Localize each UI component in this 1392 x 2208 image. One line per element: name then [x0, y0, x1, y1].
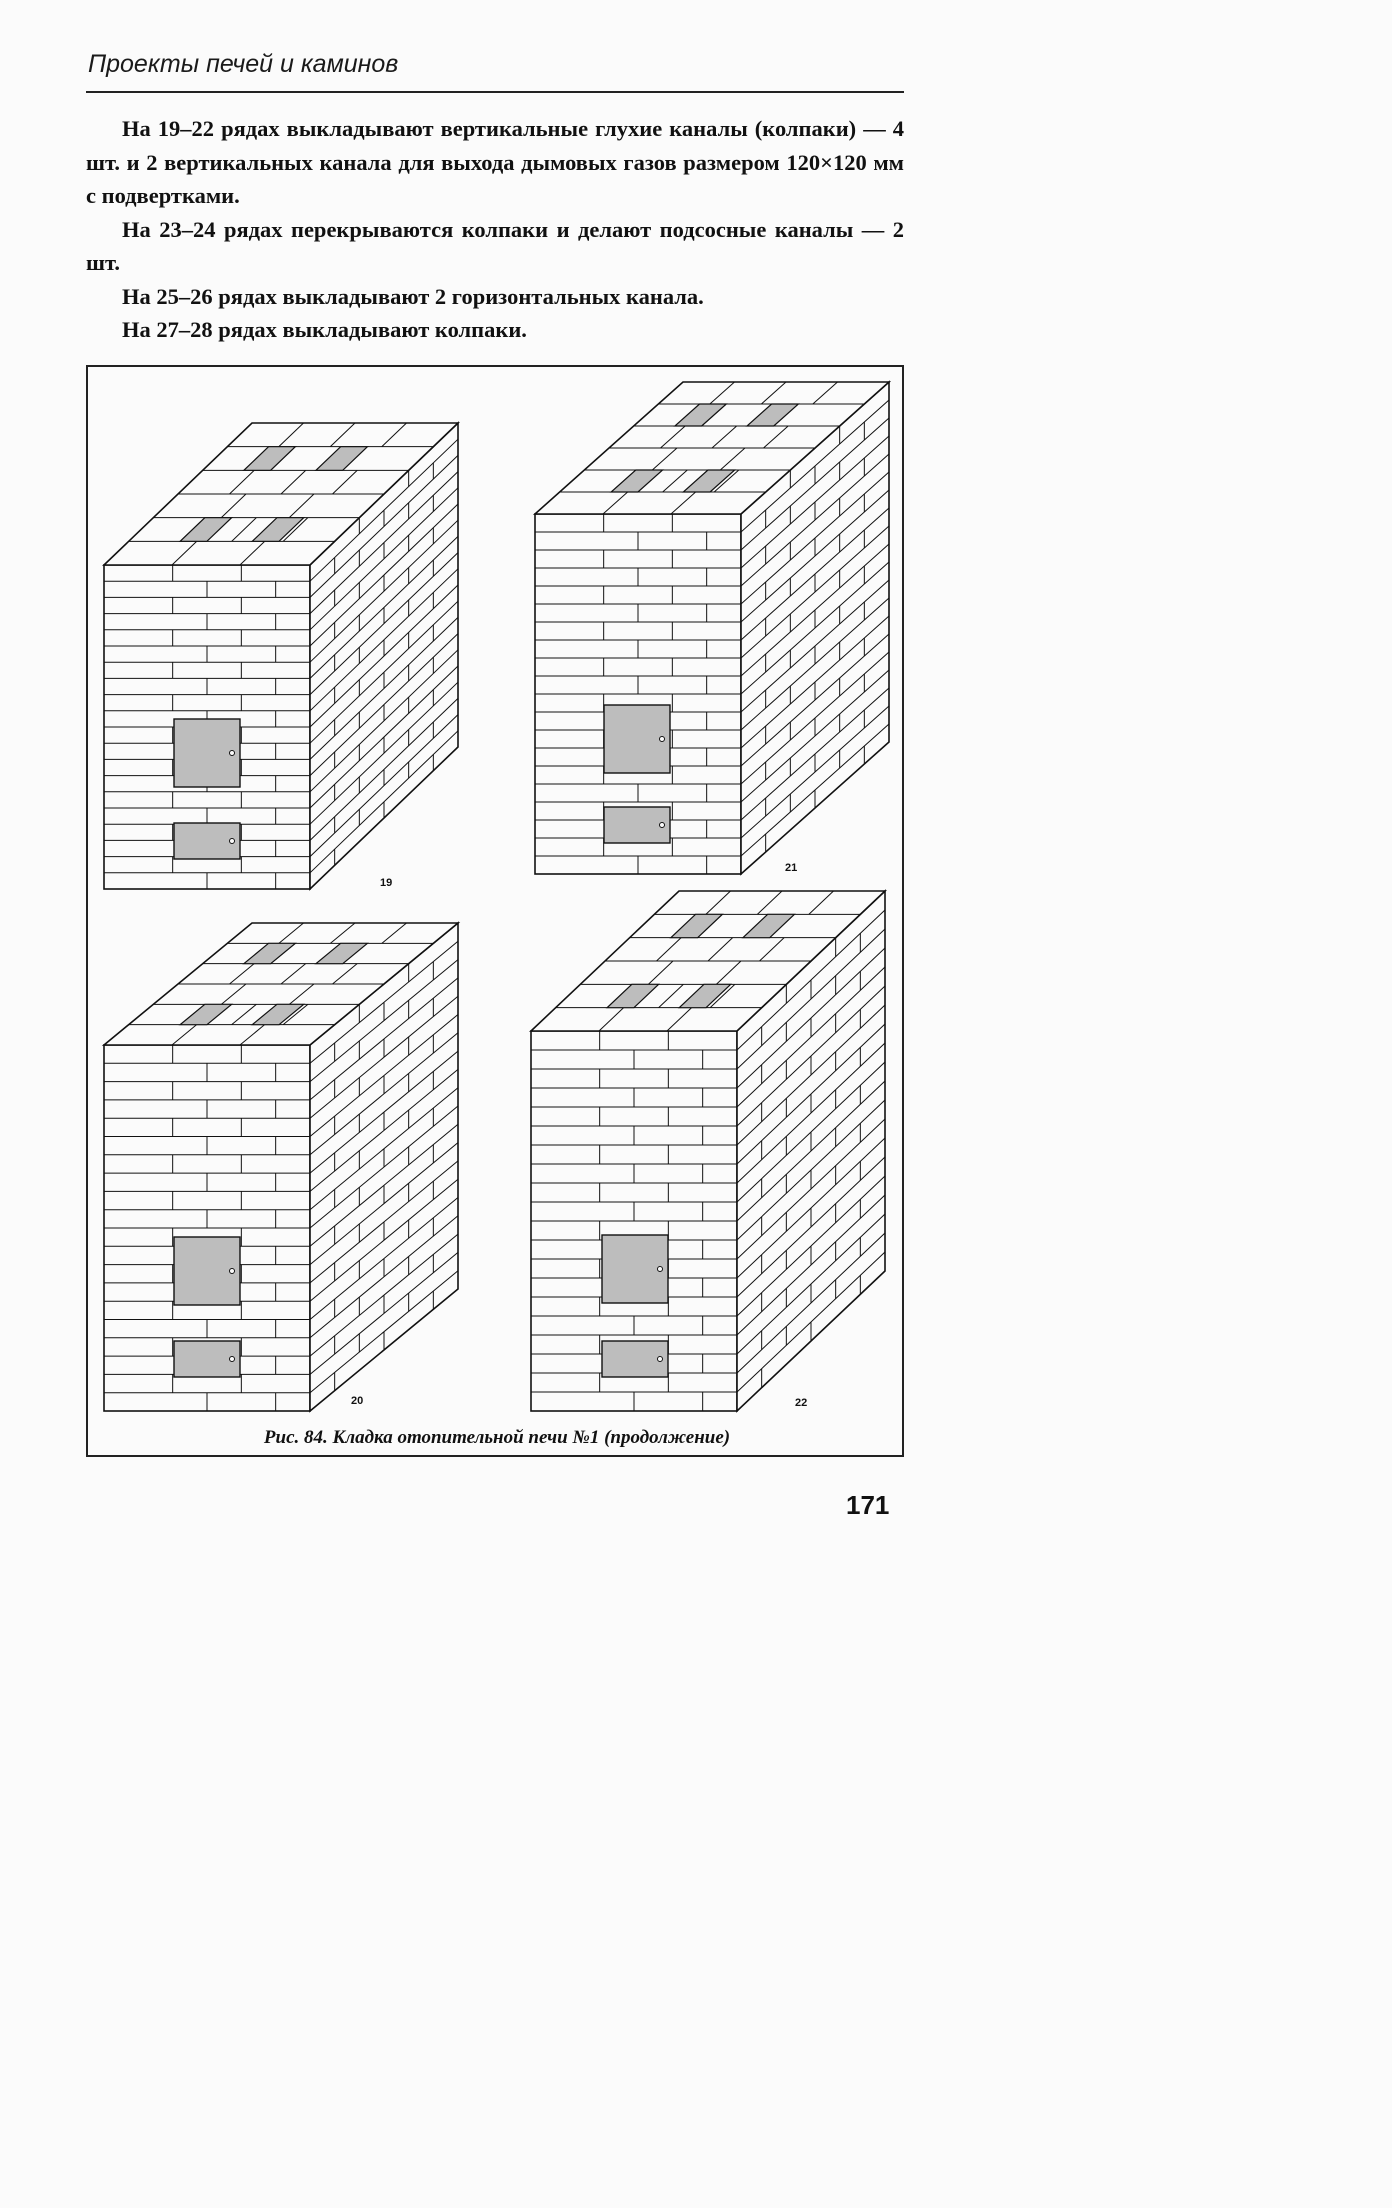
- paragraph-4: На 27–28 рядах выкладывают колпаки.: [122, 317, 527, 342]
- door-handle: [658, 1267, 663, 1272]
- stove-22: [531, 891, 885, 1411]
- paragraph-3: На 25–26 рядах выкладывают 2 горизонтальных канала.: [122, 283, 704, 309]
- stove-19: [104, 423, 458, 889]
- door-handle: [230, 751, 235, 756]
- figure: [86, 365, 904, 1457]
- stove-label-19: 19: [380, 877, 393, 889]
- paragraph-2: На 23–24 рядах перекрываются колпаки и делают подсосные каналы — 2 шт.: [86, 216, 904, 275]
- body-text: [86, 112, 904, 347]
- header-rule: [86, 91, 904, 93]
- stove-label-20: 20: [351, 1395, 364, 1407]
- door-handle: [230, 1269, 235, 1274]
- stove-label-21: 21: [785, 862, 798, 874]
- stove-20: [104, 923, 458, 1411]
- stove-drawings: [88, 367, 906, 1459]
- stove-label-22: 22: [795, 1397, 808, 1409]
- door-handle: [230, 1357, 235, 1362]
- paragraph-1: На 19–22 рядах выкладывают вертикальные глухие каналы (колпаки) — 4 шт. и 2 вертикальных канала для выхода дымовых газов размером 120×120 мм с подвертками.: [86, 116, 904, 208]
- door-handle: [660, 823, 665, 828]
- door-handle: [660, 737, 665, 742]
- door-handle: [658, 1357, 663, 1362]
- door-handle: [230, 839, 235, 844]
- stove-21: [535, 382, 889, 874]
- figure-caption: Рис. 84. Кладка отопительной печи №1 (продолжение): [263, 1427, 731, 1448]
- running-header: Проекты печей и каминов: [88, 50, 399, 78]
- page-number: 171: [846, 1490, 890, 1520]
